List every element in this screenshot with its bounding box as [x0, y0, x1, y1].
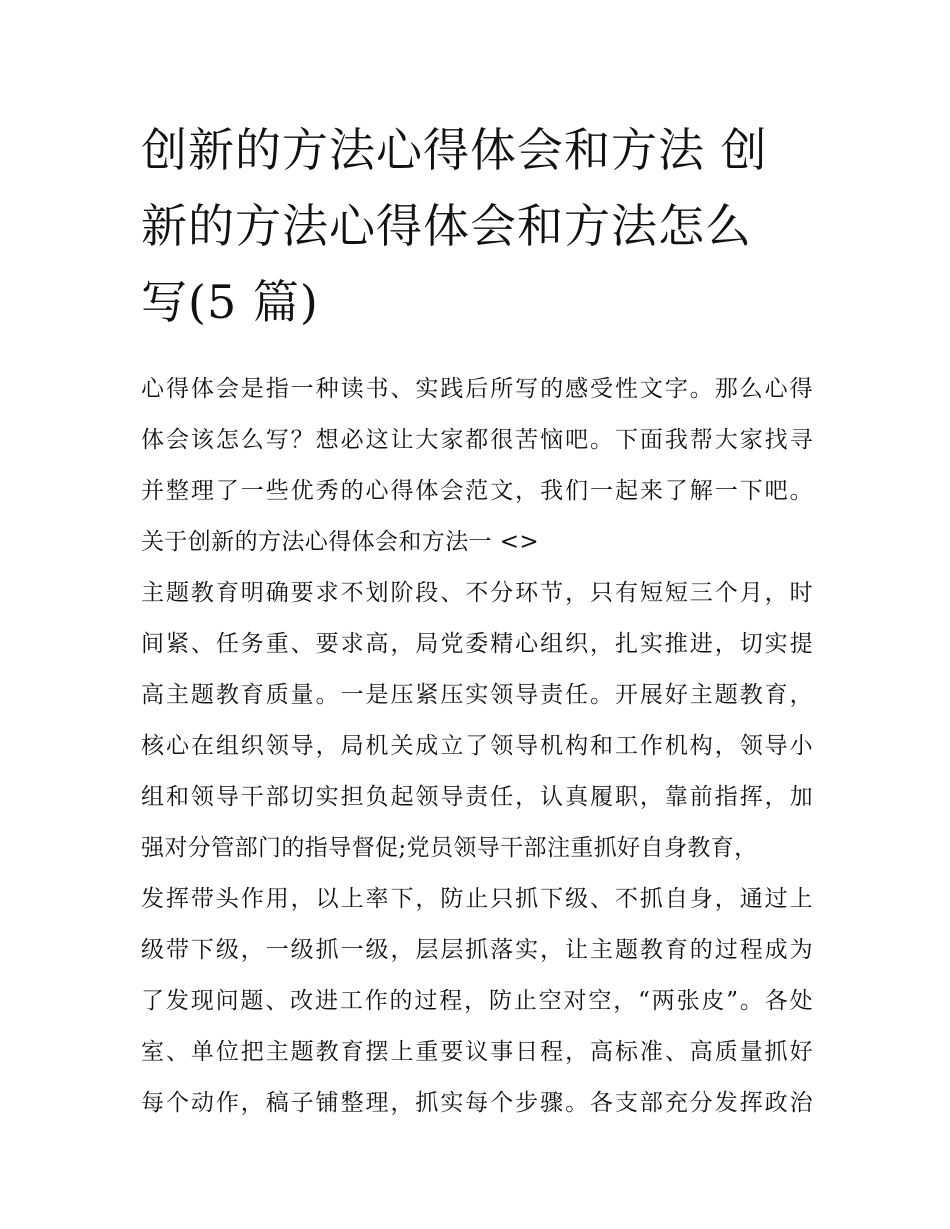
title-line-3: 写(5 篇)	[141, 275, 319, 329]
document-page	[141, 112, 813, 1129]
body-line: 核心在组织领导，局机关成立了领导机构和工作机构，领导小	[141, 733, 813, 759]
document-title	[141, 112, 813, 340]
body-line: 了发现问题、改进工作的过程，防止空对空，“两张皮”。各处	[141, 988, 813, 1014]
body-line: 室、单位把主题教育摆上重要议事日程，高标准、高质量抓好	[141, 1039, 813, 1065]
body-line: 高主题教育质量。一是压紧压实领导责任。开展好主题教育，	[141, 682, 813, 708]
section-heading: 关于创新的方法心得体会和方法一 <>	[141, 529, 540, 555]
body-line: 间紧、任务重、要求高，局党委精心组织，扎实推进，切实提	[141, 631, 813, 657]
body-line: 组和领导干部切实担负起领导责任，认真履职，靠前指挥，加	[141, 784, 813, 810]
body-line: 强对分管部门的指导督促;党员领导干部注重抓好自身教育，	[141, 835, 758, 861]
title-line-2: 新的方法心得体会和方法怎么	[141, 199, 752, 253]
title-line-1: 创新的方法心得体会和方法 创	[141, 123, 768, 177]
body-line: 心得体会是指一种读书、实践后所写的感受性文字。那么心得	[141, 376, 813, 402]
body-line: 每个动作，稿子铺整理，抓实每个步骤。各支部充分发挥政治	[141, 1090, 813, 1116]
body-line: 发挥带头作用，以上率下，防止只抓下级、不抓自身，通过上	[141, 886, 813, 912]
body-line: 体会该怎么写？想必这让大家都很苦恼吧。下面我帮大家找寻	[141, 427, 813, 453]
document-body	[141, 364, 813, 1129]
body-line: 并整理了一些优秀的心得体会范文，我们一起来了解一下吧。	[141, 478, 813, 504]
body-line: 级带下级，一级抓一级，层层抓落实，让主题教育的过程成为	[141, 937, 813, 963]
body-line: 主题教育明确要求不划阶段、不分环节，只有短短三个月，时	[141, 580, 813, 606]
